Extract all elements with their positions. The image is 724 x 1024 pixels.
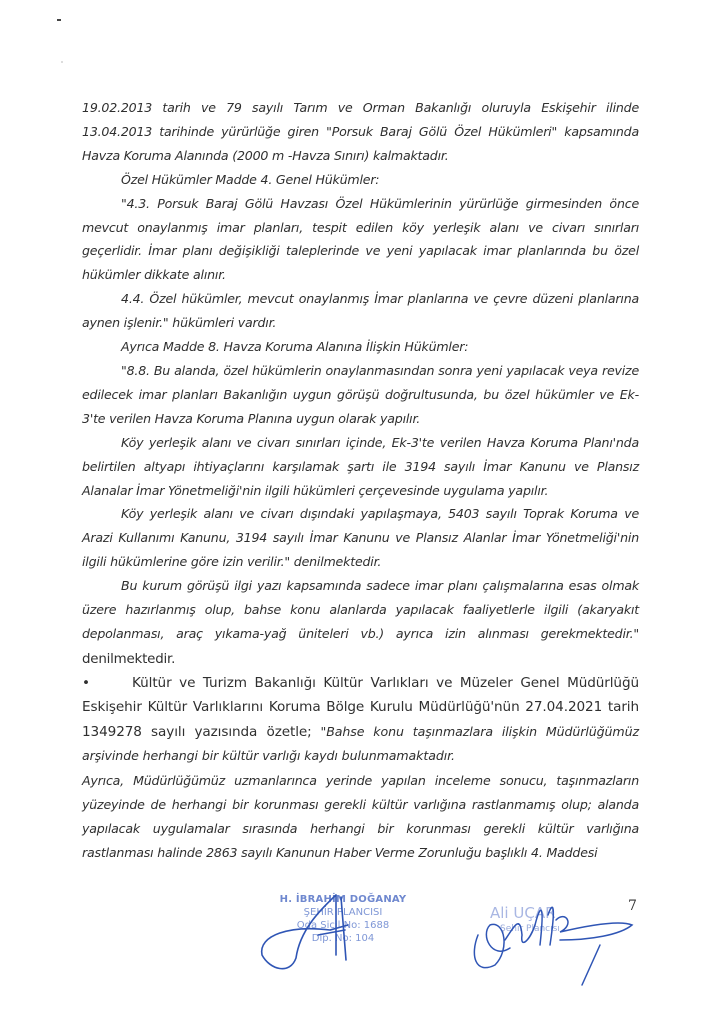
stamp-planner-title: ŞEHİR PLANCISI <box>303 907 383 918</box>
page-number: 7 <box>628 898 637 914</box>
paragraph-madde-8-heading: Ayrıca Madde 8. Havza Koruma Alanına İlişkin Hükümler: <box>121 339 469 355</box>
paragraph-4-4: 4.4. Özel hükümler, mevcut onaylanmış İmar planlarına ve çevre düzeni planlarına aynen işlenir." hükümleri vardır. <box>82 291 639 331</box>
paragraph-8-8: "8.8. Bu alanda, özel hükümlerin onaylanmasından sonra yeni yapılacak veya revize edilecek imar planları Bakanlığın uygun görüşü doğrultusunda, bu özel hükümler ve Ek-3'te verilen Havza Koruma Planına uygun olarak yapılır. <box>82 362 639 426</box>
paragraph-kurum-gorusu <box>82 574 639 672</box>
bullet-icon: • <box>82 674 90 691</box>
kurum-gorusu-suffix: denilmektedir. <box>82 651 176 667</box>
stamp-planner-name: H. İBRAHİM DOĞANAY <box>279 894 407 905</box>
paragraph-koy-yerlesik-disi: Köy yerleşik alanı ve civarı dışındaki yapılaşmaya, 5403 sayılı Toprak Koruma ve Arazi Kullanımı Kanunu, 3194 sayılı İmar Kanunu ve Plansız Alanlar İmar Yönetmeliği'nin ilgili hükümlerine göre izin verilir." denilmektedir. <box>82 506 639 570</box>
paragraph-madde-4-heading: Özel Hükümler Madde 4. Genel Hükümler: <box>121 171 380 187</box>
planner-stamp <box>268 893 418 945</box>
stamp-planner-registry: Oda Sicil No: 1688 <box>296 920 390 931</box>
stamp-second-title: Şehir Plancısı <box>500 924 560 934</box>
paragraph-koy-yerlesik-ici: Köy yerleşik alanı ve civarı sınırları içinde, Ek-3'te verilen Havza Koruma Planı'nda belirtilen altyapı ihtiyaçlarını karşılamak şartı ile 3194 sayılı İmar Kanunu ve Plansız Alanalar İmar Yönetmeliği'nin ilgili hükümleri çerçevesinde uygulama yapılır. <box>82 434 639 498</box>
paragraph-inceleme-sonucu: Ayrıca, Müdürlüğümüz uzmanlarınca yerinde yapılan inceleme sonucu, taşınmazların yüzeyinde de herhangi bir korunması gerekli kültür varlığına rastlanmamış olup; alanda yapılacak uygulamalar sırasında herhangi bir korunması gerekli kültür varlığına rastlanması halinde 2863 sayılı Kanunun Haber Verme Zorunluğu başlıklı 4. Maddesi <box>82 773 639 861</box>
paragraph-kultur-bakanligi <box>82 672 639 770</box>
kultur-bakanligi-text: Kültür ve Turizm Bakanlığı Kültür Varlıkları ve Müzeler Genel Müdürlüğü Eskişehir Kültür Varlıklarını Koruma Bölge Kurulu Müdürlüğü'nün 27.04.2021 tarih 1349278 sayılı yazısında özetle; <box>82 674 639 740</box>
stamp-planner-diploma: Dip. No: 104 <box>311 933 375 944</box>
paragraph-havza-koruma: 19.02.2013 tarih ve 79 sayılı Tarım ve Orman Bakanlığı oluruyla Eskişehir ilinde 13.04.2013 tarihinde yürürlüğe giren "Porsuk Baraj Gölü Özel Hükümleri" kapsamında Havza Koruma Alanında (2000 m -Havza Sınırı) kalmaktadır. <box>82 100 639 163</box>
second-stamp <box>490 905 620 937</box>
paragraph-4-3: "4.3. Porsuk Baraj Gölü Havzası Özel Hükümlerinin yürürlüğe girmesinden önce mevcut onaylanmış imar planları, tespit edilen köy yerleşik alanı ve civarı sınırları geçerlidir. İmar planı değişikliği taleplerinde ve yeni yapılacak imar planlarında bu özel hükümler dikkate alınır. <box>82 195 639 283</box>
kultur-bakanligi-quote: "Bahse konu taşınmazlara ilişkin Müdürlüğümüz arşivinde herhangi bir kültür varlığı kaydı bulunmamaktadır. <box>82 723 639 764</box>
stamp-second-name: Ali UÇAR <box>490 904 556 922</box>
scan-artifact <box>57 19 61 21</box>
kurum-gorusu-text: Bu kurum görüşü ilgi yazı kapsamında sadece imar planı çalışmalarına esas olmak üzere hazırlanmış olup, bahse konu alanlarda yapılacak faaliyetlerle ilgili (akaryakıt depolanması, araç yıkama-yağ üniteleri vb.) ayrıca izin alınması gerekmektedir." <box>82 578 639 641</box>
document-body <box>82 96 639 865</box>
scan-artifact <box>61 61 63 63</box>
